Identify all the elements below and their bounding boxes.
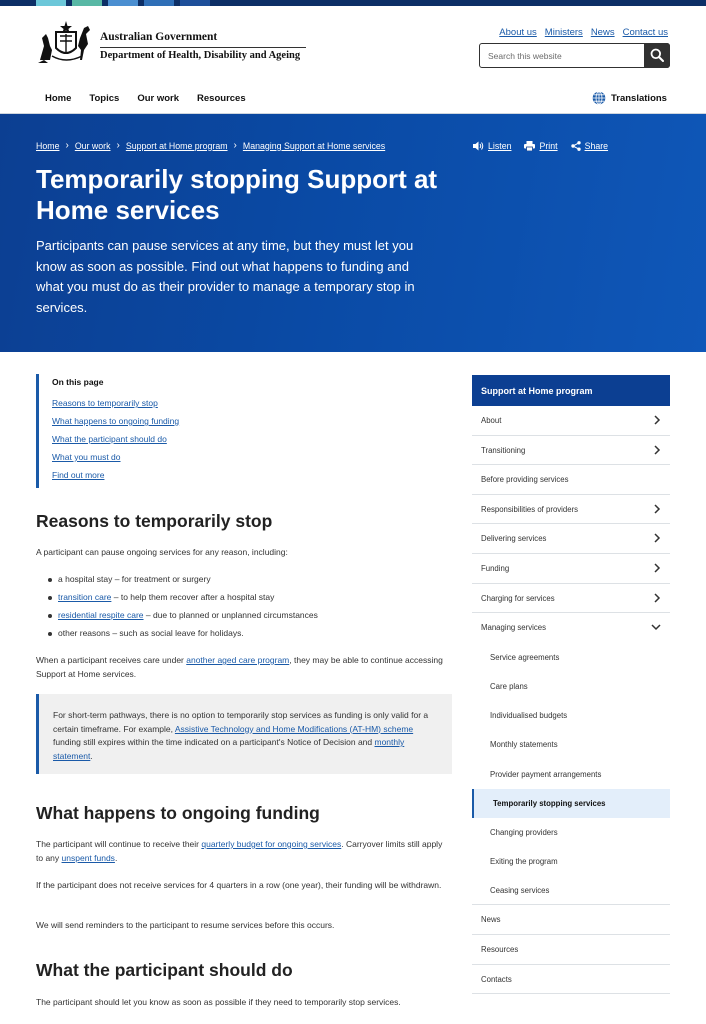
monthly-statement-link[interactable]: monthly statement xyxy=(53,737,405,761)
sidebar-item-label: Managing services xyxy=(481,623,547,633)
breadcrumb-our-work[interactable]: Our work xyxy=(74,140,111,151)
sidebar-subitem-temporarily-stopping[interactable]: Temporarily stopping services xyxy=(472,789,670,818)
list-item-text: – to help them recover after a hospital stay xyxy=(111,592,275,602)
sidebar-subitem-service-agreements[interactable]: Service agreements xyxy=(490,652,560,662)
paragraph-text: When a participant receives care under xyxy=(36,655,187,665)
listen-action[interactable] xyxy=(473,141,511,151)
sidebar-item-managing[interactable] xyxy=(472,613,670,643)
chevron-right-icon xyxy=(653,533,661,543)
section-heading-funding: What happens to ongoing funding xyxy=(36,803,320,823)
sidebar-item-about[interactable] xyxy=(472,406,670,436)
callout-box xyxy=(36,694,452,774)
on-this-page xyxy=(36,374,236,488)
callout-text: For short-term pathways, there is no option to temporarily stop services as funding is only valid for a certain timeframe. For example, xyxy=(53,710,429,734)
sidebar-item-label: Transitioning xyxy=(481,445,526,455)
funding-paragraph-1 xyxy=(36,838,450,865)
callout-text: . xyxy=(90,750,93,761)
breadcrumb xyxy=(36,140,385,151)
list-item-text: a hospital stay – for treatment or surgery xyxy=(58,574,211,584)
breadcrumb-home[interactable]: Home xyxy=(36,140,60,151)
share-action[interactable] xyxy=(571,141,608,151)
sidebar-subitem-monthly-statements[interactable]: Monthly statements xyxy=(490,740,558,750)
search-button[interactable] xyxy=(644,43,670,68)
quarterly-budget-link[interactable]: quarterly budget for ongoing services xyxy=(201,839,342,849)
residential-respite-link[interactable]: residential respite care xyxy=(58,610,144,620)
page-actions xyxy=(473,141,608,151)
site-logo[interactable] xyxy=(36,20,316,66)
nav-item-resources[interactable]: Resources xyxy=(197,93,246,104)
search-box xyxy=(479,43,670,68)
reasons-list xyxy=(48,574,318,646)
on-this-page-title: On this page xyxy=(52,377,104,387)
chevron-right-icon xyxy=(653,504,661,514)
printer-icon xyxy=(524,141,535,151)
nav-item-topics[interactable]: Topics xyxy=(89,93,120,104)
search-input[interactable] xyxy=(488,48,638,63)
sidebar-item-responsibilities[interactable] xyxy=(472,495,670,525)
paragraph-text: . xyxy=(114,852,118,863)
nav-item-our-work[interactable]: Our work xyxy=(128,84,188,114)
list-item-text: – due to planned or unplanned circumstances xyxy=(143,610,318,620)
globe-icon xyxy=(592,91,606,105)
another-aged-care-program-link[interactable]: another aged care program xyxy=(186,655,290,665)
coat-of-arms-icon xyxy=(36,20,96,64)
page-intro: Participants can pause services at any time, but they must let you know as soon as possible. Find out what happens to funding and what you must do as their provider to manage a temporary stop in services. xyxy=(36,238,415,315)
toc-link-funding[interactable]: What happens to ongoing funding xyxy=(52,416,180,426)
chevron-right-icon xyxy=(653,415,661,425)
print-action[interactable] xyxy=(524,141,557,151)
breadcrumb-managing-services[interactable]: Managing Support at Home services xyxy=(242,140,386,151)
top-color-stripe xyxy=(0,0,706,6)
reasons-intro: A participant can pause ongoing services for any reason, including: xyxy=(36,547,288,557)
sidebar-subitem-provider-payment[interactable]: Provider payment arrangements xyxy=(490,769,602,779)
sidebar-item-contacts[interactable]: Contacts xyxy=(472,965,670,995)
sidebar-item-label: Funding xyxy=(481,563,510,573)
department-name: Department of Health, Disability and Ageing xyxy=(100,50,301,61)
sidebar-item-news[interactable]: News xyxy=(472,905,670,935)
government-name: Australian Government xyxy=(100,31,218,43)
main-nav xyxy=(36,84,255,114)
chevron-down-icon xyxy=(651,622,661,632)
listen-link[interactable]: Listen xyxy=(488,141,512,151)
section-heading-reasons: Reasons to temporarily stop xyxy=(36,511,273,531)
toc-link-reasons[interactable]: Reasons to temporarily stop xyxy=(52,398,158,408)
paragraph-text: , they may be able to continue accessing Support at Home services. xyxy=(36,655,443,679)
translations-button[interactable] xyxy=(592,91,667,105)
toc-link-participant[interactable]: What the participant should do xyxy=(52,434,167,444)
at-hm-scheme-link[interactable]: Assistive Technology and Home Modifications (AT-HM) scheme xyxy=(174,723,414,734)
transition-care-link[interactable]: transition care xyxy=(58,592,112,602)
sidebar-subitem-care-plans[interactable]: Care plans xyxy=(490,681,528,691)
sidebar-item-label: Responsibilities of providers xyxy=(481,504,579,514)
sidebar-item-label: About xyxy=(481,416,502,425)
translations-label: Translations xyxy=(611,92,667,104)
list-item xyxy=(48,592,318,610)
toc-link-find-out-more[interactable]: Find out more xyxy=(52,470,105,480)
participant-paragraph-1: The participant should let you know as soon as possible if they need to temporarily stop services. xyxy=(36,997,401,1007)
paragraph-text: . Carryover limits still apply to any xyxy=(36,839,443,863)
search-icon xyxy=(650,48,664,62)
util-link-contact-us[interactable]: Contact us xyxy=(622,27,668,38)
sidebar-item-resources[interactable]: Resources xyxy=(472,935,670,965)
util-link-about-us[interactable]: About us xyxy=(499,27,537,38)
sidebar-item-label: Before providing services xyxy=(481,475,569,485)
page-title: Temporarily stopping Support at Home services xyxy=(36,164,438,225)
chevron-right-icon: › xyxy=(65,140,69,151)
unspent-funds-link[interactable]: unspent funds xyxy=(61,852,115,863)
chevron-right-icon xyxy=(653,593,661,603)
list-item xyxy=(48,574,318,592)
sidebar-item-before-providing[interactable] xyxy=(472,465,670,495)
sidebar-item-funding[interactable] xyxy=(472,554,670,584)
toc-link-you[interactable]: What you must do xyxy=(52,452,121,462)
util-link-ministers[interactable]: Ministers xyxy=(544,27,583,38)
paragraph-text: The participant will continue to receive their xyxy=(36,839,202,849)
sidebar-item-transitioning[interactable] xyxy=(472,436,670,466)
sidebar-item-charging[interactable] xyxy=(472,584,670,614)
sidebar-subitem-individualised-budgets[interactable]: Individualised budgets xyxy=(490,711,568,721)
hero-banner xyxy=(0,114,706,352)
sidebar-subitem-exiting[interactable]: Exiting the program xyxy=(490,857,558,867)
sidebar-subitem-ceasing[interactable]: Ceasing services xyxy=(472,876,670,905)
util-link-news[interactable]: News xyxy=(590,27,615,38)
section-heading-participant: What the participant should do xyxy=(36,960,293,980)
funding-paragraph-3: We will send reminders to the participant to resume services before this occurs. xyxy=(36,920,335,930)
sidebar-title[interactable]: Support at Home program xyxy=(472,375,670,406)
sidebar-nav xyxy=(472,375,670,994)
sidebar-subitem-changing-providers[interactable]: Changing providers xyxy=(490,827,558,837)
chevron-right-icon: › xyxy=(233,140,237,151)
callout-text: funding still expires within the time indicated on a participant's Notice of Decision and xyxy=(53,737,375,747)
sidebar-item-delivering[interactable] xyxy=(472,524,670,554)
share-link[interactable]: Share xyxy=(584,141,609,151)
list-item-text: other reasons – such as social leave for holidays. xyxy=(58,628,244,638)
nav-item-home[interactable]: Home xyxy=(45,93,72,104)
share-icon xyxy=(571,141,581,151)
chevron-right-icon xyxy=(653,563,661,573)
list-item xyxy=(48,628,318,646)
sidebar-item-label: Charging for services xyxy=(481,593,555,603)
chevron-right-icon xyxy=(653,445,661,455)
sidebar-item-label: Delivering services xyxy=(481,534,547,544)
utility-links xyxy=(499,27,668,38)
speaker-icon xyxy=(473,141,484,151)
chevron-right-icon: › xyxy=(116,140,120,151)
other-program-paragraph xyxy=(36,654,450,681)
logo-divider xyxy=(100,47,306,48)
funding-paragraph-2: If the participant does not receive services for 4 quarters in a row (one year), their funding will be withdrawn. xyxy=(36,880,442,890)
breadcrumb-support-at-home[interactable]: Support at Home program xyxy=(125,140,228,151)
print-link[interactable]: Print xyxy=(539,141,558,151)
list-item xyxy=(48,610,318,628)
